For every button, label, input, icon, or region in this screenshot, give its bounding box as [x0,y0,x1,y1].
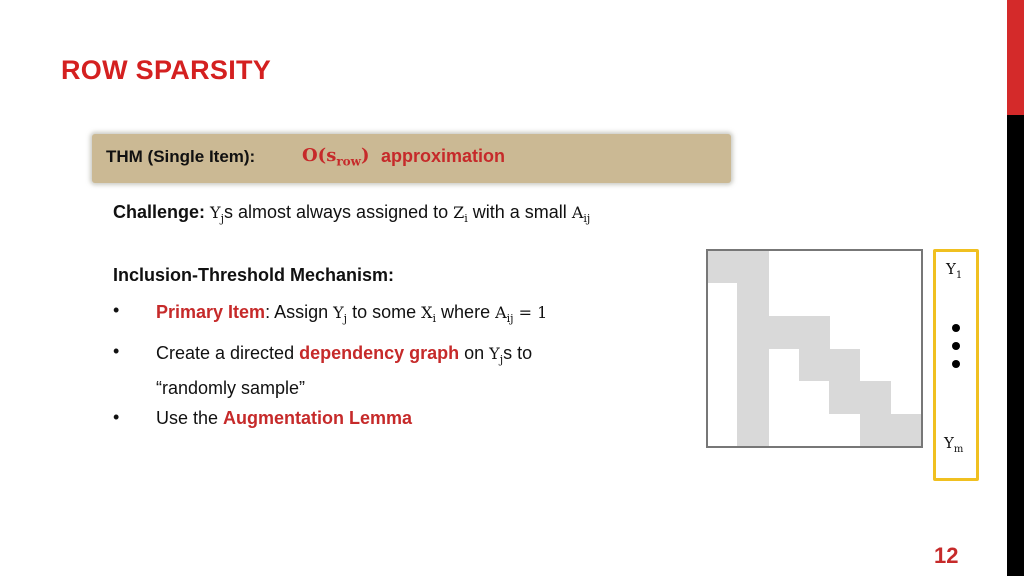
matrix-cell [829,381,891,414]
ellipsis-dot [952,324,960,332]
bullet-icon: • [113,407,120,427]
math-a: $A_{ij}$ [571,203,591,226]
matrix-cell [860,414,921,446]
theorem-approximation: approximation [381,146,506,166]
ellipsis-dot [952,342,960,350]
bullet-icon: • [113,300,120,320]
matrix-cell [769,316,830,349]
accent-bar-black [1007,115,1024,576]
y-last-label: $Y_m$ [944,434,964,455]
math-y: $Y_j$ [210,203,225,226]
theorem-box [92,134,731,183]
ellipsis-dot [952,360,960,368]
sparsity-matrix-diagram [706,249,923,448]
matrix-cell [737,251,769,446]
bullet-dependency-graph: Create a directed dependency graph on $Y_js$ to “randomly sample” [156,343,533,399]
y-first-label: $Y_1$ [946,260,963,281]
challenge-label: Challenge: [113,202,206,222]
theorem-math: $O(s_{row})$ [302,145,370,169]
bullet-augmentation-lemma: Use the Augmentation Lemma [156,408,413,428]
page-number: 12 [934,543,959,568]
theorem-label: THM (Single Item): [106,147,256,166]
bullet-icon: • [113,341,120,361]
mechanism-heading: Inclusion-Threshold Mechanism: [113,265,395,285]
matrix-cell [799,349,860,381]
accent-bar-red [1007,0,1024,115]
bullet-primary-item: Primary Item: Assign $Y_j$ to some $X_i$ where $A_{ij} = 1$ [156,302,548,326]
slide-title: ROW SPARSITY [61,55,272,85]
challenge-line: Challenge: $Y_js$ almost always assigned to $Z_i$ with a small $A_{ij}$ [113,202,591,226]
y-column-box [933,249,979,481]
math-z: $Z_i$ [453,203,468,226]
